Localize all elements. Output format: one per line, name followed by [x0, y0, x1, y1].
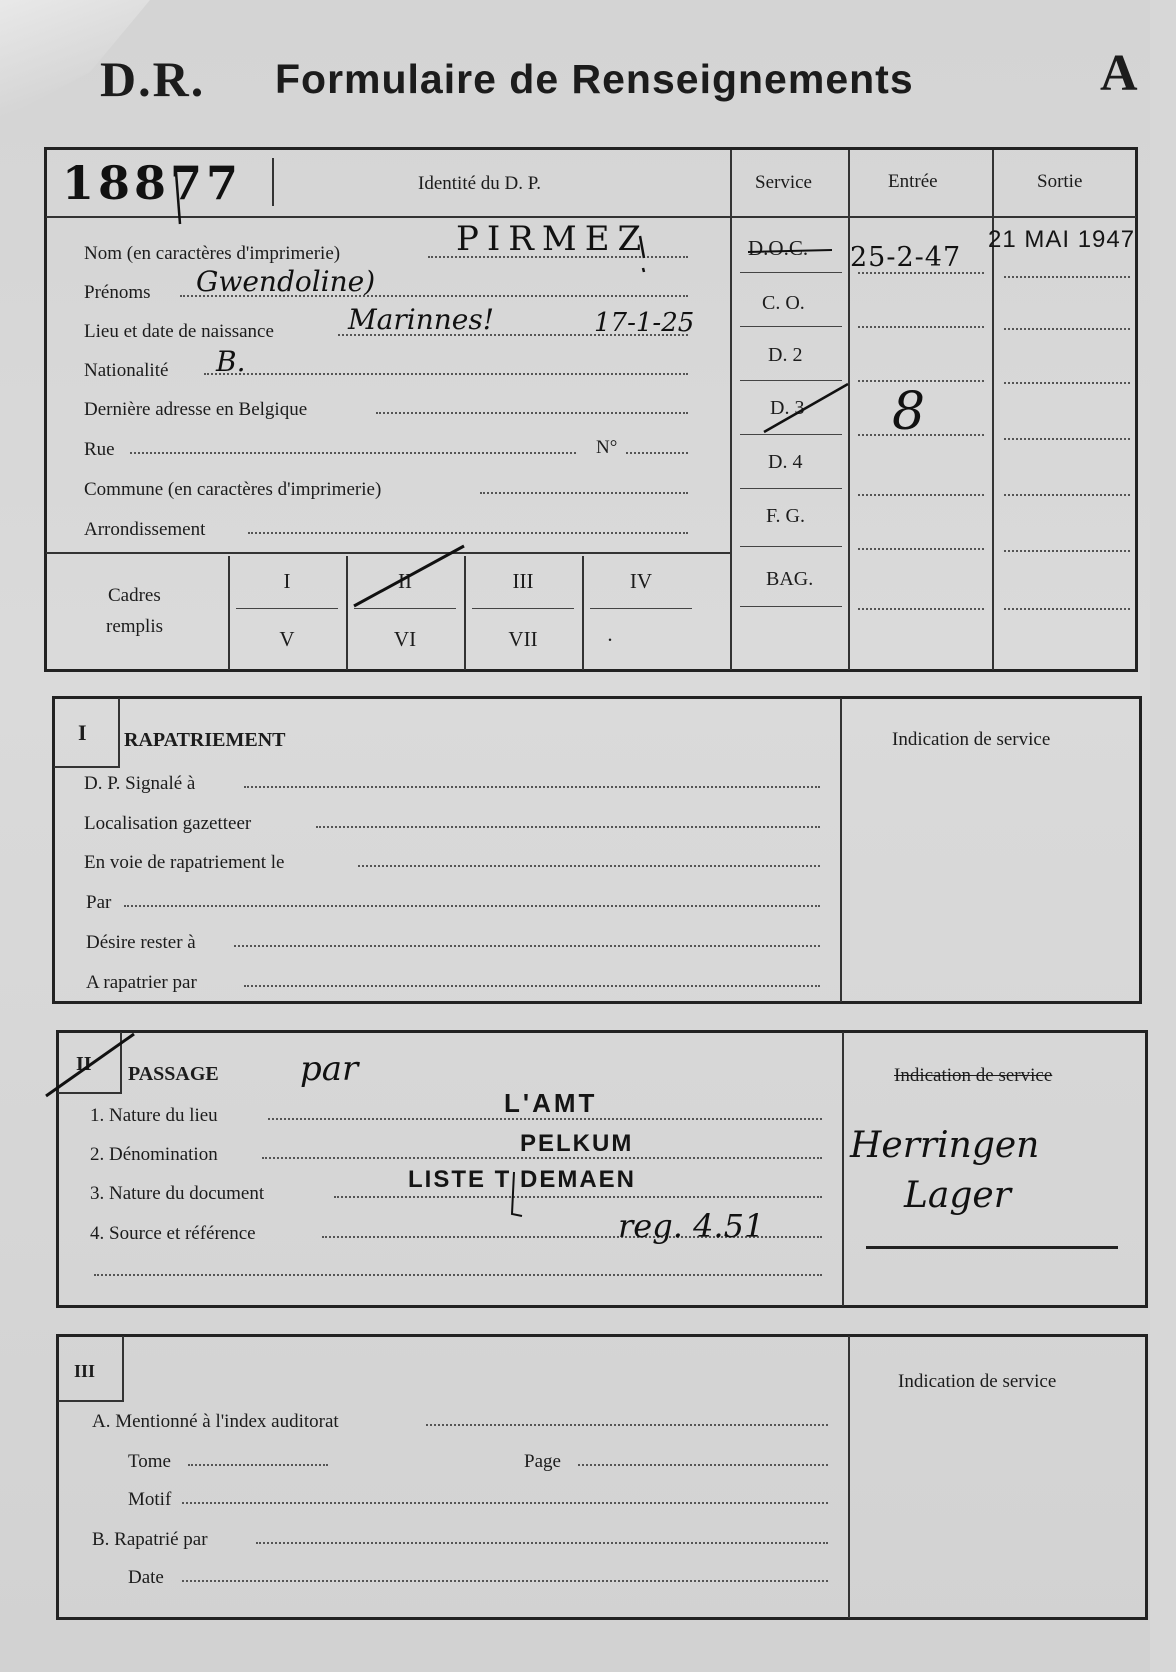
doc-strike	[748, 250, 832, 252]
col-service-header: Service	[755, 172, 812, 193]
section1-field-6: A rapatrier par	[86, 972, 197, 993]
section1-field-4: Par	[86, 892, 112, 913]
adresse-label: Dernière adresse en Belgique	[84, 399, 308, 420]
section1-field-3: En voie de rapatriement le	[84, 852, 285, 873]
service-d4: D. 4	[768, 451, 803, 473]
section3-a-label: A. Mentionné à l'index auditorat	[92, 1411, 339, 1432]
section2-value-3-bracket	[512, 1172, 522, 1216]
service-doc: D.O.C.	[748, 236, 809, 260]
sortie-doc-stamp: 21 MAI 1947	[988, 226, 1136, 253]
section3-number: III	[74, 1361, 96, 1381]
service-co: C. O.	[762, 292, 805, 314]
d3-strike	[764, 384, 848, 432]
section1-field-2: Localisation gazetteer	[84, 813, 252, 834]
cadres-label-2: remplis	[106, 616, 163, 637]
form-letter: A	[1100, 45, 1138, 102]
nom-value: PIRMEZ	[456, 219, 650, 259]
section1-field-5: Désire rester à	[86, 932, 196, 953]
file-number: 18877	[62, 156, 243, 210]
section3-service-header: Indication de service	[898, 1371, 1057, 1392]
header-dr: D.R.	[100, 51, 206, 107]
section2-value-2: PELKUM	[520, 1130, 634, 1157]
service-d3: D. 3	[770, 397, 805, 419]
file-number-tick	[176, 172, 180, 224]
section2-service-header: Indication de service	[894, 1065, 1053, 1086]
commune-label: Commune (en caractères d'imprimerie)	[84, 479, 382, 500]
service-d2: D. 2	[768, 344, 803, 366]
cadre-v: V	[279, 627, 295, 651]
section2-service-note-1: Herringen	[850, 1125, 1040, 1166]
section2-value-1: L'AMT	[504, 1088, 598, 1118]
section2-field-3: 3. Nature du document	[90, 1183, 265, 1204]
arrondissement-label: Arrondissement	[84, 519, 206, 540]
col-entree-header: Entrée	[888, 171, 938, 192]
nom-label: Nom (en caractères d'imprimerie)	[84, 243, 341, 264]
section2-service-note-2: Lager	[904, 1175, 1011, 1216]
cadre-iv: IV	[629, 569, 653, 593]
rue-label: Rue	[84, 439, 115, 460]
cadre-ii: II	[398, 569, 412, 593]
service-bag: BAG.	[766, 568, 814, 590]
section2-value-3: LISTE T DEMAEN	[408, 1166, 637, 1193]
section3-tome-label: Tome	[128, 1451, 171, 1472]
entree-doc-value: 25-2-47	[850, 242, 962, 273]
section1-title: RAPATRIEMENT	[124, 729, 286, 751]
naissance-date: 17-1-25	[594, 308, 695, 338]
prenoms-label: Prénoms	[84, 282, 151, 303]
nationalite-label: Nationalité	[84, 360, 169, 381]
service-fg: F. G.	[766, 505, 805, 527]
cadre-iii: III	[512, 569, 534, 593]
section2-title-note: par	[300, 1049, 359, 1089]
cadre-ii-strike	[354, 546, 464, 606]
numero-label: N°	[596, 437, 618, 458]
section2-number-strike	[46, 1034, 134, 1096]
naissance-place: Marinnes!	[348, 303, 494, 336]
cadre-vi: VI	[393, 627, 417, 651]
prenoms-value: Gwendoline)	[196, 265, 376, 298]
section2-field-4: 4. Source et référence	[90, 1223, 256, 1244]
entree-d3-value: 8	[892, 382, 926, 442]
col-identity-header: Identité du D. P.	[418, 173, 541, 194]
col-sortie-header: Sortie	[1037, 171, 1083, 192]
cadres-label-1: Cadres	[108, 585, 161, 606]
naissance-label: Lieu et date de naissance	[84, 321, 274, 342]
section3-b-label: B. Rapatrié par	[92, 1529, 208, 1550]
section3-page-label: Page	[524, 1451, 561, 1472]
nationalite-value: B.	[216, 345, 246, 378]
section2-field-1: 1. Nature du lieu	[90, 1105, 218, 1126]
section3-date-label: Date	[128, 1567, 164, 1588]
section1-number: I	[78, 720, 87, 745]
nom-exclaim	[640, 236, 644, 272]
section2-value-4: reg. 4.51	[618, 1207, 765, 1245]
cadre-i: I	[283, 569, 291, 593]
cadre-viii: .	[607, 622, 613, 646]
section2-title: PASSAGE	[128, 1063, 219, 1085]
section3-motif-label: Motif	[128, 1489, 172, 1510]
page-title: Formulaire de Renseignements	[275, 56, 914, 102]
cadre-vii: VII	[508, 627, 538, 651]
section1-service-header: Indication de service	[892, 729, 1051, 750]
section1-field-1: D. P. Signalé à	[84, 773, 196, 794]
section2-number: II	[76, 1053, 92, 1075]
section2-field-2: 2. Dénomination	[90, 1144, 218, 1165]
